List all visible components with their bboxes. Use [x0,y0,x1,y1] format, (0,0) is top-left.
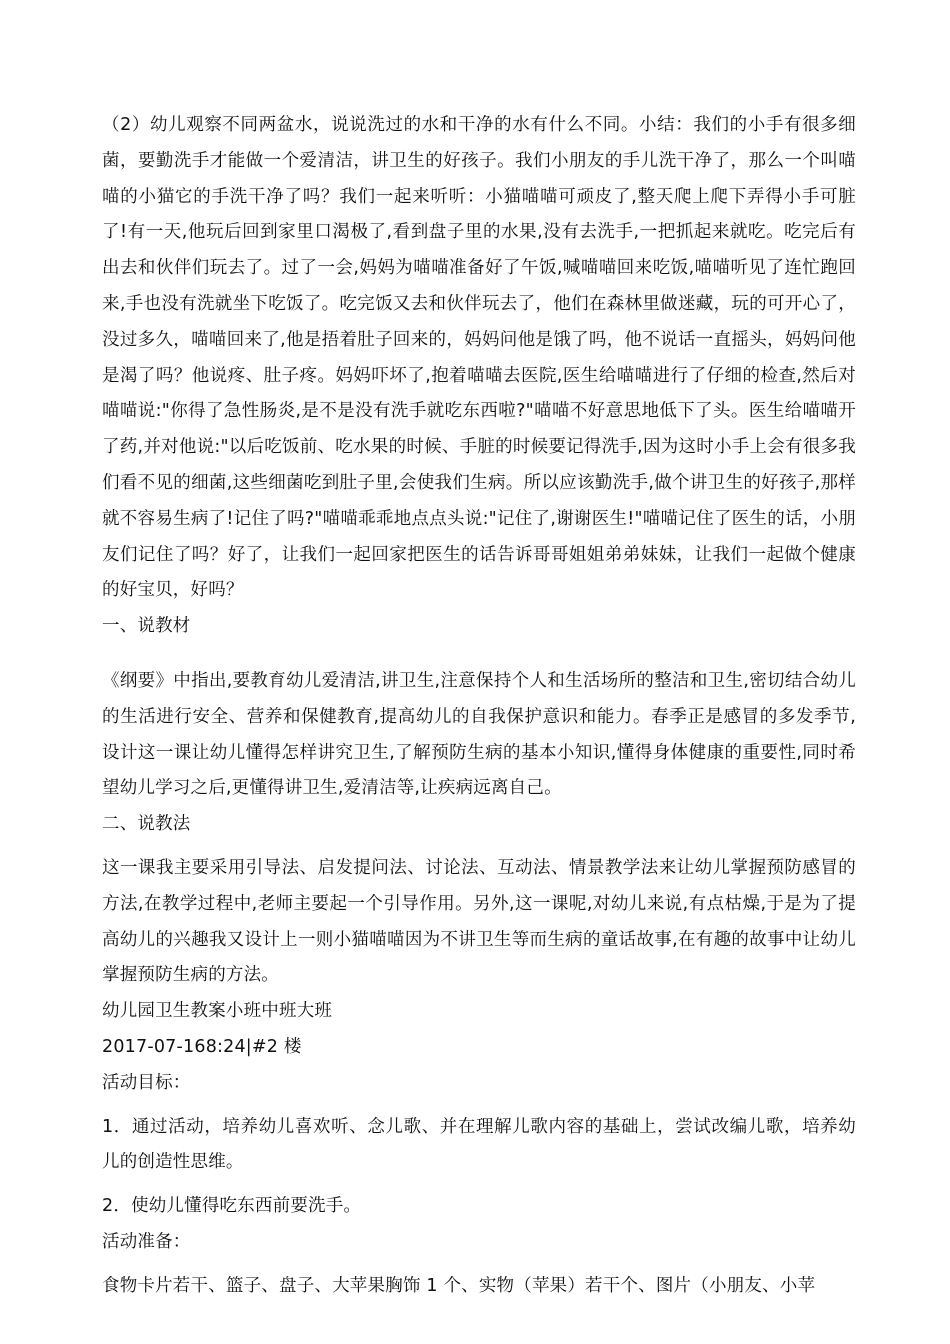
goal-item-2: 2．使幼儿懂得吃东西前要洗手。 [102,1196,362,1217]
post-meta: 2017-07-168:24|#2 楼 [102,1036,302,1057]
document-page [102,108,856,1305]
section-heading-textbook: 一、说教材 [102,616,191,637]
prep-heading: 活动准备： [102,1231,191,1252]
second-title: 幼儿园卫生教案小班中班大班 [102,1001,333,1022]
section-heading-methods: 二、说教法 [102,814,191,835]
goal-item-1: 1．通过活动，培养幼儿喜欢听、念儿歌、并在理解儿歌内容的基础上，尝试改编儿歌，培养幼儿的创造性思维。 [102,1116,856,1173]
story-paragraph: （2）幼儿观察不同两盆水，说说洗过的水和干净的水有什么不同。小结：我们的小手有很多细菌，要勤洗手才能做一个爱清洁，讲卫生的好孩子。我们小朋友的手儿洗干净了，那么一个叫喵喵的小猫它的手洗干净了吗？我们一起来听听：小猫喵喵可顽皮了,整天爬上爬下弄得小手可脏了!有一天,他玩后回到家里口渴极了,看到盘子里的水果,没有去洗手,一把抓起来就吃。吃完后有出去和伙伴们玩去了。过了一会,妈妈为喵喵准备好了午饭,喊喵喵回来吃饭,喵喵听见了连忙跑回来,手也没有洗就坐下吃饭了。吃完饭又去和伙伴玩去了，他们在森林里做迷藏，玩的可开心了，没过多久，喵喵回来了,他是捂着肚子回来的，妈妈问他是饿了吗，他不说话一直摇头，妈妈问他是渴了吗？他说疼、肚子疼。妈妈吓坏了,抱着喵喵去医院,医生给喵喵进行了仔细的检查,然后对喵喵说:"你得了急性肠炎,是不是没有洗手就吃东西啦?"喵喵不好意思地低下了头。医生给喵喵开了药,并对他说:"以后吃饭前、吃水果的时候、手脏的时候要记得洗手,因为这时小手上会有很多我们看不见的细菌,这些细菌吃到肚子里,会使我们生病。所以应该勤洗手,做个讲卫生的好孩子,那样就不容易生病了!记住了吗?"喵喵乖乖地点点头说:"记住了,谢谢医生!"喵喵记住了医生的话，小朋友们记住了吗？好了，让我们一起回家把医生的话告诉哥哥姐姐弟弟妹妹，让我们一起做个健康的好宝贝，好吗？ [102,115,856,601]
methods-paragraph: 这一课我主要采用引导法、启发提问法、讨论法、互动法、情景教学法来让幼儿掌握预防感冒的方法,在教学过程中,老师主要起一个引导作用。另外,这一课呢,对幼儿来说,有点枯燥,于是为了提高幼儿的兴趣我又设计上一则小猫喵喵因为不讲卫生等而生病的童话故事,在有趣的故事中让幼儿掌握预防生病的方法。 [102,857,856,986]
prep-paragraph: 食物卡片若干、篮子、盘子、大苹果胸饰 1 个、实物（苹果）若干个、图片（小朋友、小苹 [102,1275,816,1296]
textbook-paragraph: 《纲要》中指出,要教育幼儿爱清洁,讲卫生,注意保持个人和生活场所的整洁和卫生,密切结合幼儿的生活进行安全、营养和保健教育,提高幼儿的自我保护意识和能力。春季正是感冒的多发季节,设计这一课让幼儿懂得怎样讲究卫生,了解预防生病的基本小知识,懂得身体健康的重要性,同时希望幼儿学习之后,更懂得讲卫生,爱清洁等,让疾病远离自己。 [102,670,856,799]
goals-heading: 活动目标： [102,1072,191,1093]
